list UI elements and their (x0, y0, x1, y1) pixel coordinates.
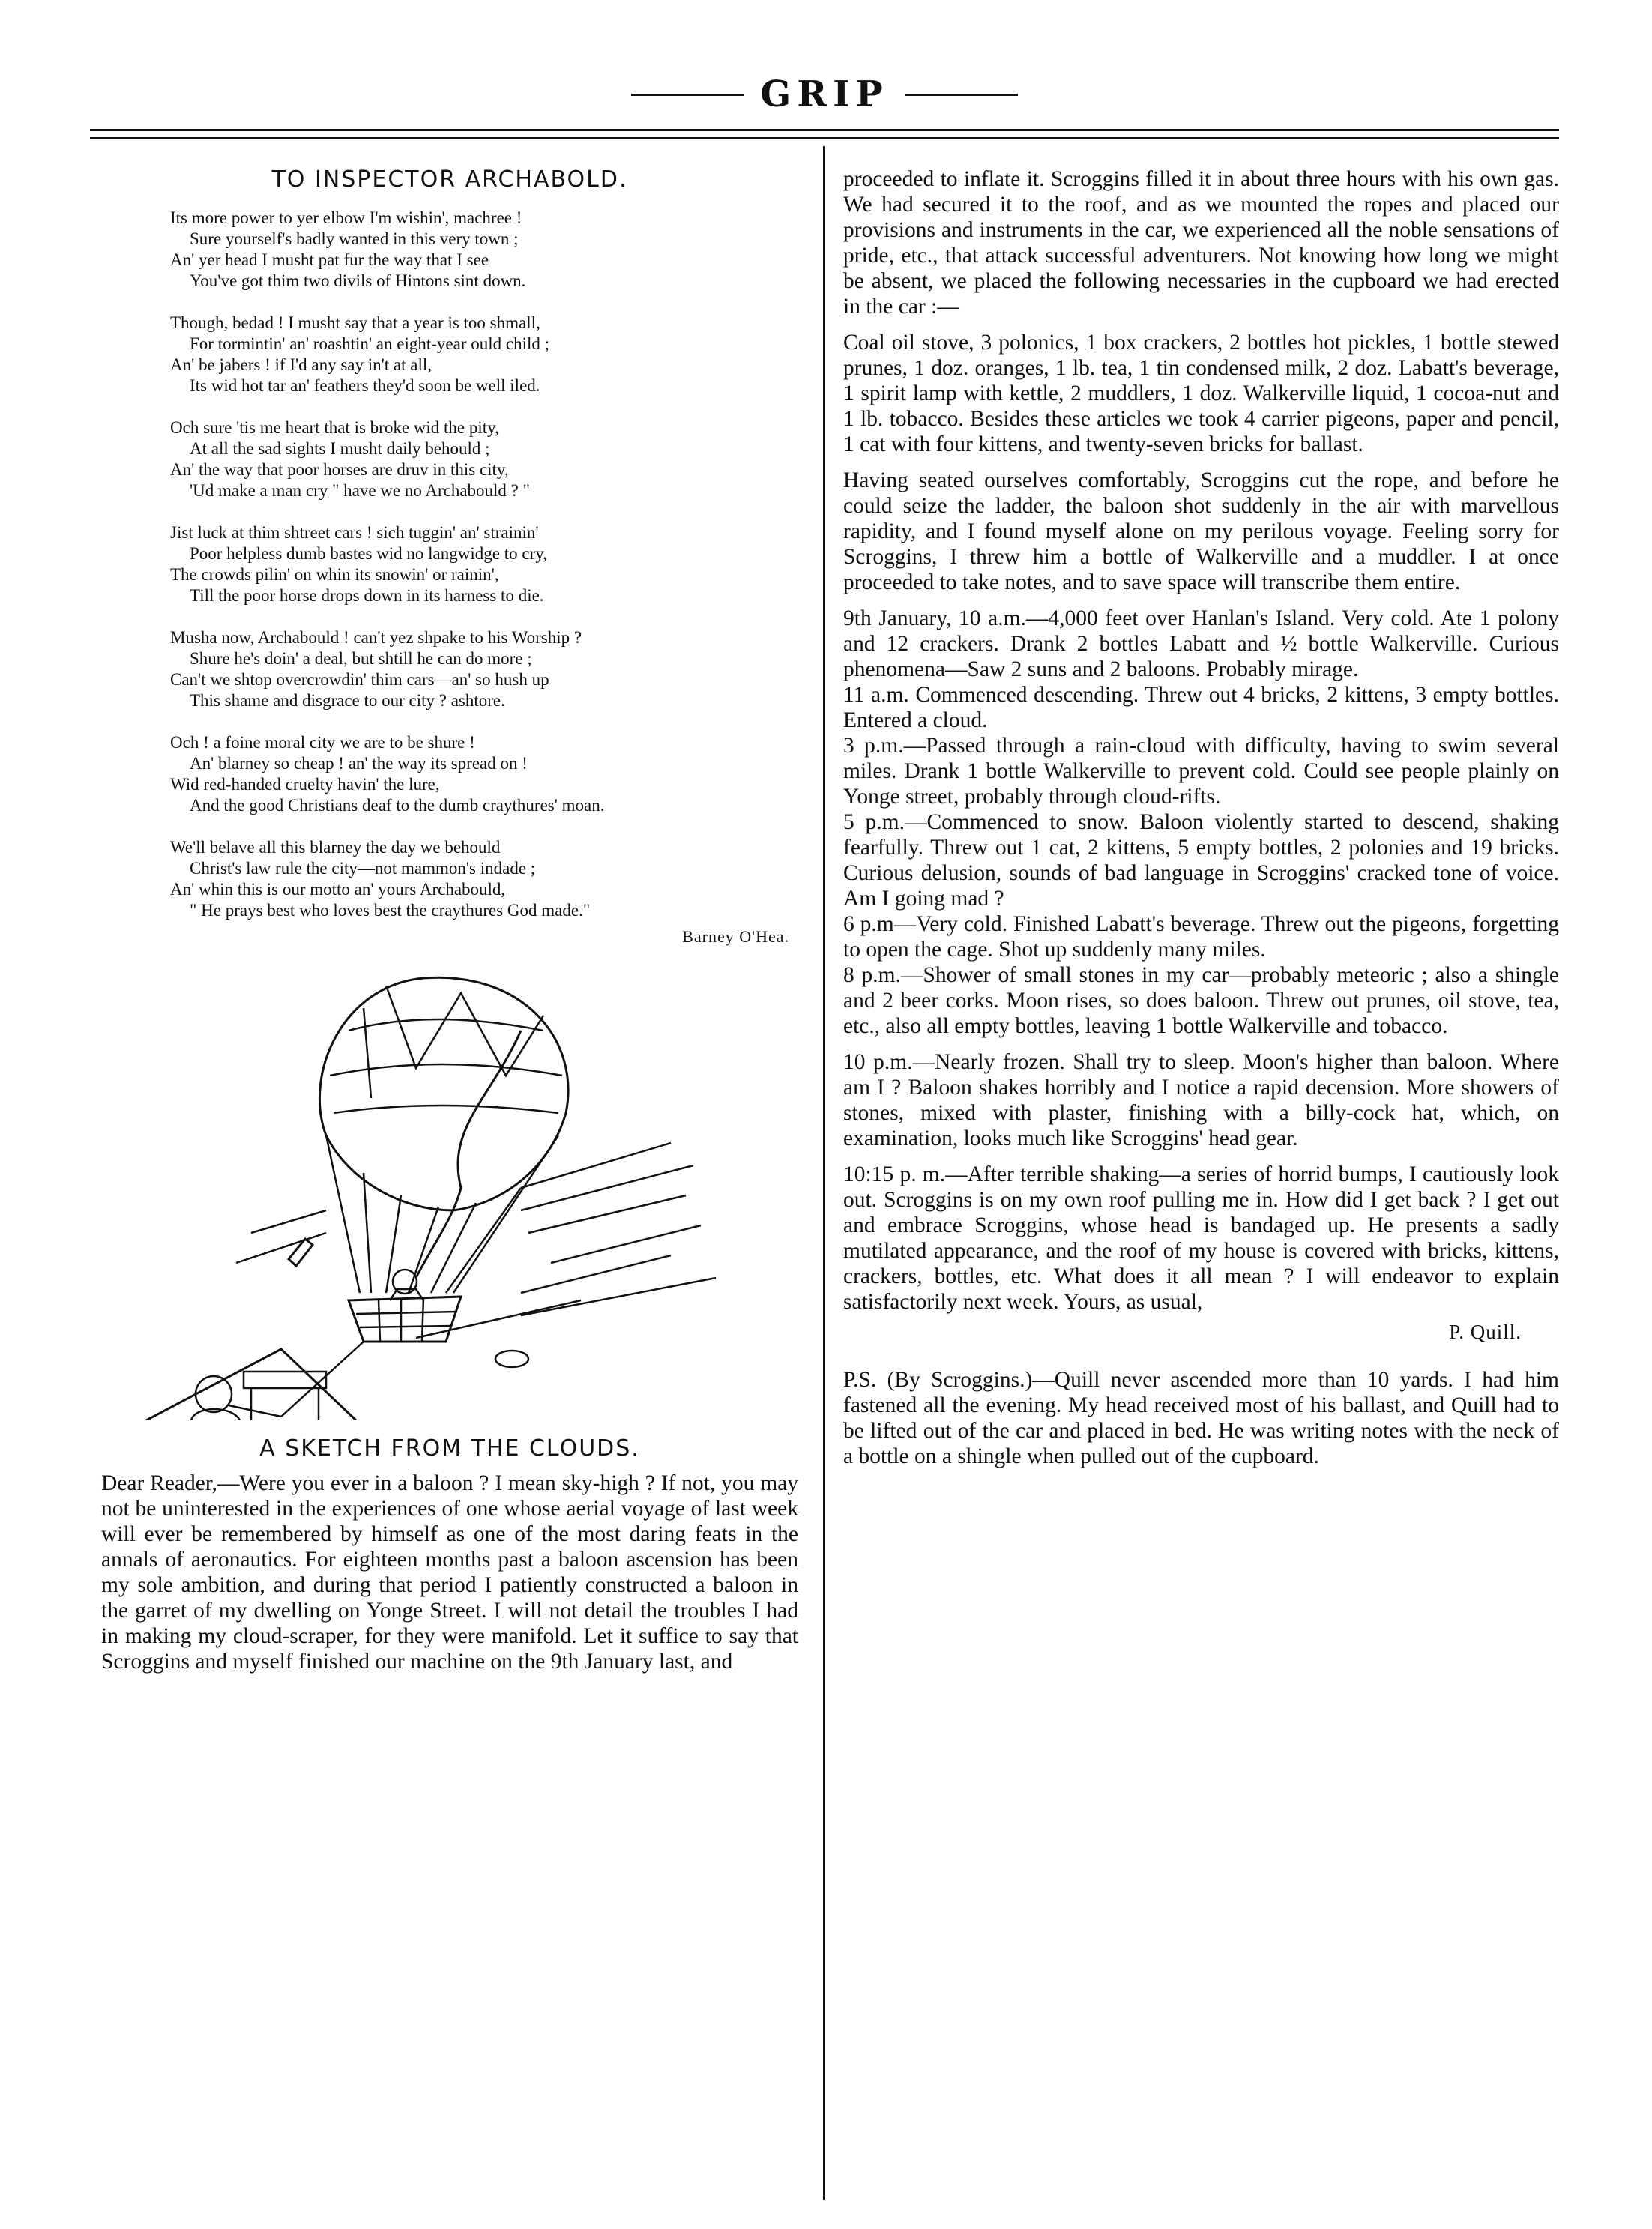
article-left-text (101, 1471, 798, 1674)
article-title: A SKETCH FROM THE CLOUDS. (259, 1435, 640, 1462)
masthead-title: GRIP (760, 73, 889, 115)
poem-line: Can't we shtop overcrowdin' thim cars—an' so hush up (170, 670, 549, 689)
poem-line: Poor helpless dumb bastes wid no langwidge to cry, (190, 544, 547, 563)
poem-line: Christ's law rule the city—not mammon's indade ; (190, 859, 536, 878)
poem-line: An' yer head I musht pat fur the way that I see (170, 250, 489, 269)
poem-stanza (170, 313, 798, 396)
poem-line: For tormintin' an' roashtin' an eight-year ould child ; (190, 334, 550, 353)
article-signature: P. Quill. (1449, 1321, 1522, 1343)
postscript: P.S. (By Scroggins.)—Quill never ascended more than 10 yards. I had him fastened all the evening. My head received most of his ballast, and Quill had to be lifted out of the car and placed in bed. He was writing notes with the neck of a bottle on a shingle when pulled out of the cupboard. (843, 1368, 1559, 1468)
poem-line: Musha now, Archabould ! can't yez shpake to his Worship ? (170, 628, 582, 647)
poem-line: " He prays best who loves best the craythures God made." (190, 901, 591, 920)
article-paragraph: Dear Reader,—Were you ever in a baloon ? I mean sky-high ? If not, you may not be uninterested in the experiences of one whose aerial voyage of last week will ever be remembered by himself as one of the most daring feats in the annals of aeronautics. For eighteen months past a baloon ascension has been my sole ambition, and during that period I patiently constructed a baloon in the garret of my dwelling on Yonge Street. I will not detail the troubles I had in making my cloud-scraper, for they were manifold. Let it suffice to say that Scroggins and myself finished our machine on the 9th January last, and (101, 1471, 798, 1674)
poem-line: An' be jabers ! if I'd any say in't at all, (170, 355, 432, 374)
poem-line: 'Ud make a man cry " have we no Archabould ? " (190, 481, 531, 500)
poem-line: Till the poor horse drops down in its harness to die. (190, 586, 544, 605)
poem-body (101, 208, 798, 921)
diary-entry: 5 p.m.—Commenced to snow. Baloon violently started to descend, shaking fearfully. Threw out 1 cat, 2 kittens, 5 empty bottles, 2 polonies and 19 bricks. Curious delusion, sounds of bad language in Scroggins' cracked tone of voice. Am I going mad ? (843, 810, 1559, 911)
poem-line: Och sure 'tis me heart that is broke wid the pity, (170, 418, 499, 437)
masthead-header (90, 73, 1559, 115)
diary-entry: 8 p.m.—Shower of small stones in my car—probably meteoric ; also a shingle and 2 beer corks. Moon rises, so does baloon. Threw out prunes, oil stove, tea, etc., also all empty bottles, leaving 1 bottle Walkerville and tobacco. (843, 963, 1559, 1038)
poem-line: An' the way that poor horses are druv in this city, (170, 460, 509, 479)
poem-line: Its more power to yer elbow I'm wishin', machree ! (170, 208, 522, 227)
diary-entry: 10 p.m.—Nearly frozen. Shall try to sleep. Moon's higher than baloon. Where am I ? Baloon shakes horribly and I notice a rapid decension. More showers of stones, mixed with plaster, finishing with a billy-cock hat, which, on examination, looks much like Scroggins' head gear. (843, 1050, 1559, 1150)
poem-stanza (170, 627, 798, 711)
header-double-rule (90, 129, 1559, 139)
poem-signature: Barney O'Hea. (682, 927, 789, 946)
diary-entry: 3 p.m.—Passed through a rain-cloud with difficulty, having to swim several miles. Drank 1 bottle Walkerville to prevent cold. Could see people plainly on Yonge street, probably through cloud-rifts. (843, 734, 1559, 809)
poem-stanza (170, 522, 798, 606)
poem-line: Jist luck at thim shtreet cars ! sich tuggin' an' strainin' (170, 523, 539, 542)
column-divider (823, 146, 825, 2200)
poem-line: Its wid hot tar an' feathers they'd soon be well iled. (190, 376, 540, 395)
poem-line: Wid red-handed cruelty havin' the lure, (170, 775, 440, 794)
poem-stanza (170, 732, 798, 816)
diary-entry: 11 a.m. Commenced descending. Threw out 4 bricks, 2 kittens, 3 empty bottles. Entered a cloud. (843, 683, 1559, 732)
diary-entry: 9th January, 10 a.m.—4,000 feet over Hanlan's Island. Very cold. Ate 1 polony and 12 crackers. Drank 2 bottles Labatt and ½ bottle Walkerville. Curious phenomena—Saw 2 suns and 2 baloons. Probably mirage. (843, 606, 1559, 681)
poem-line: Shure he's doin' a deal, but shtill he can do more ; (190, 649, 532, 668)
poem-line: The crowds pilin' on whin its snowin' or rainin', (170, 565, 499, 584)
diary-entry: 6 p.m—Very cold. Finished Labatt's beverage. Threw out the pigeons, forgetting to open the cage. Shot up suddenly many miles. (843, 912, 1559, 962)
poem-line: We'll belave all this blarney the day we behould (170, 838, 501, 857)
poem-line: An' blarney so cheap ! an' the way its spread on ! (190, 754, 528, 773)
article-right-text (843, 166, 1559, 1469)
right-column (843, 166, 1559, 1469)
article-paragraph: proceeded to inflate it. Scroggins filled it in about three hours with his own gas. We had secured it to the roof, and as we mounted the ropes and placed our provisions and instruments in the car, we experienced all the noble sensations of pride, etc., that attack successful adventurers. Not knowing how long we might be absent, we placed the following necessaries in the cupboard we had erected in the car :— (843, 167, 1559, 319)
article-paragraph: Having seated ourselves comfortably, Scroggins cut the rope, and before he could seize the ladder, the baloon shot suddenly in the air with marvellous rapidity, and I found myself alone on my perilous voyage. Feeling sorry for Scroggins, I threw him a bottle of Walkerville and a muddler. I at once proceeded to take notes, and to save space will transcribe them entire. (843, 468, 1559, 594)
poem-line: Sure yourself's badly wanted in this very town ; (190, 229, 519, 248)
poem-line: This shame and disgrace to our city ? ashtore. (190, 691, 505, 710)
poem-line: Och ! a foine moral city we are to be shure ! (170, 733, 475, 752)
poem-title: TO INSPECTOR ARCHABOLD. (271, 166, 628, 193)
poem-line: Though, bedad ! I musht say that a year is too shmall, (170, 313, 540, 332)
poem-line: An' whin this is our motto an' yours Archabould, (170, 880, 506, 899)
left-column (101, 166, 798, 1674)
balloon-illustration (101, 963, 798, 1420)
poem-line: You've got thim two divils of Hintons sint down. (190, 271, 526, 290)
diary-entry: 10:15 p. m.—After terrible shaking—a series of horrid bumps, I cautiously look out. Scroggins is on my own roof pulling me in. How did I get back ? I get out and embrace Scroggins, whose head is bandaged up. He presents a sadly mutilated appearance, and the roof of my house is covered with bricks, kittens, crackers, bottles, etc. What does it all mean ? I will endeavor to explain satisfactorily next week. Yours, as usual, (843, 1162, 1559, 1314)
article-paragraph: Coal oil stove, 3 polonics, 1 box crackers, 2 bottles hot pickles, 1 bottle stewed prunes, 1 doz. oranges, 1 lb. tea, 1 tin condensed milk, 2 doz. Labatt's beverage, 1 spirit lamp with kettle, 2 muddlers, 1 doz. Walkerville liquid, 1 cocoa-nut and 1 lb. tobacco. Besides these articles we took 4 carrier pigeons, paper and pencil, 1 cat with four kittens, and twenty-seven bricks for ballast. (843, 331, 1559, 456)
poem-stanza (170, 417, 798, 501)
poem-line: At all the sad sights I musht daily behould ; (190, 439, 490, 458)
ornament-rule-right (905, 94, 1018, 96)
poem-stanza (170, 837, 798, 921)
poem-stanza (170, 208, 798, 292)
poem-line: And the good Christians deaf to the dumb craythures' moan. (190, 796, 605, 815)
ornament-rule-left (631, 94, 744, 96)
